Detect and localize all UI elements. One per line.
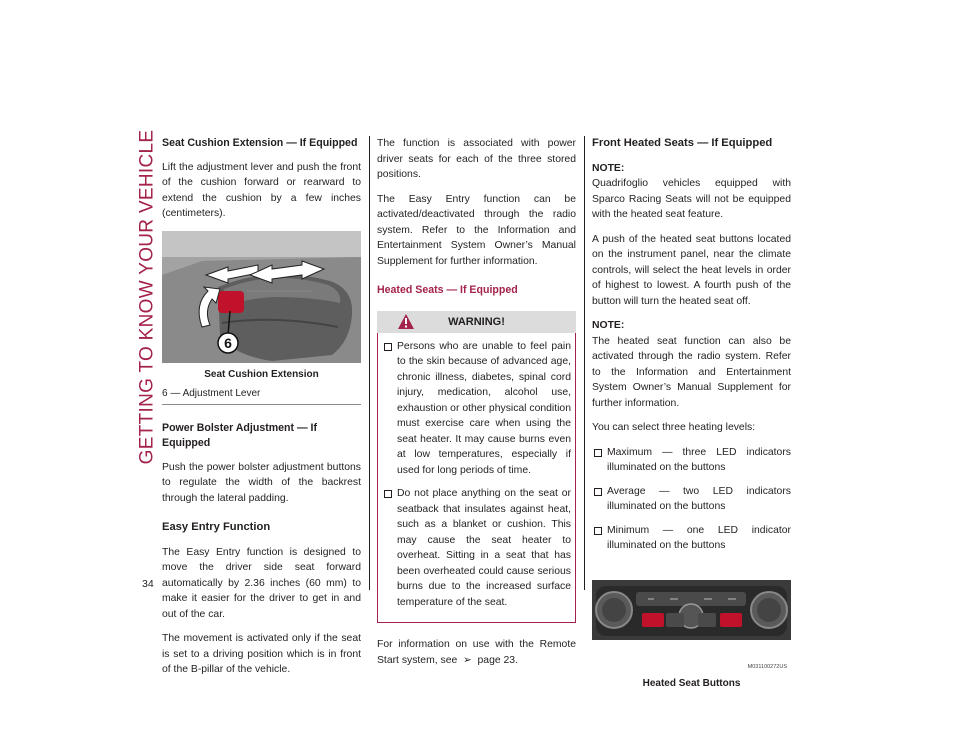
warning-box <box>377 311 576 624</box>
column-divider <box>584 136 585 590</box>
heat-level-text: Maximum — three LED indicators illuminated on the buttons <box>607 446 791 473</box>
checkbox-bullet-icon <box>594 449 602 457</box>
heading-heated-seats: Heated Seats — If Equipped <box>377 284 518 296</box>
note-text: Quadrifoglio vehicles equipped with Sparco Racing Seats will not be equipped with the heated seat feature. <box>592 178 791 220</box>
paragraph: The movement is activated only if the seat is set to a driving position which is in front of the B-pillar of the vehicle. <box>162 633 361 675</box>
checkbox-bullet-icon <box>384 343 392 351</box>
column-2 <box>377 136 576 677</box>
heated-seat-buttons-figure <box>592 580 791 674</box>
climate-panel-illustration <box>592 580 791 674</box>
chapter-side-tab <box>136 129 158 465</box>
paragraph: The Easy Entry function is designed to move the driver side seat forward automatically by 2.36 inches (60 mm) to make it easier for the driver to get in and out of the car. <box>162 546 361 620</box>
callout-number: 6 <box>224 334 232 351</box>
note-text: The heated seat function can also be activated through the radio system. Refer to the Information and Entertainment System Owner’s Manual Supplement for further information. <box>592 335 791 409</box>
list-item <box>592 484 791 515</box>
page-number: 34 <box>142 578 154 590</box>
list-item <box>592 445 791 476</box>
note-label: NOTE: <box>592 162 625 174</box>
list-item <box>592 523 791 554</box>
arrow-right-icon: ➢ <box>460 654 475 666</box>
warning-title: WARNING! <box>448 315 505 328</box>
heading-seat-cushion-extension: Seat Cushion Extension — If Equipped <box>162 137 358 149</box>
page-reference-link[interactable]: page 23. <box>477 654 518 666</box>
chapter-title: GETTING TO KNOW YOUR VEHICLE <box>136 129 157 465</box>
column-divider <box>369 136 370 590</box>
note-label: NOTE: <box>592 320 625 331</box>
paragraph: You can select three heating levels: <box>592 422 756 433</box>
list-item <box>382 486 571 610</box>
paragraph: The Easy Entry function can be activated/deactivated through the radio system. Refer to the Information and Entertainment System Owner’s Manual Supplement for further information. <box>377 193 576 267</box>
checkbox-bullet-icon <box>384 490 392 498</box>
warning-header <box>377 311 576 333</box>
paragraph: The function is associated with power driver seats for each of the three stored positions. <box>377 138 576 180</box>
heat-level-text: Average — two LED indicators illuminated on the buttons <box>607 485 791 512</box>
paragraph: Lift the adjustment lever and push the front of the cushion forward or rearward to extend the cushion by a few inches (centimeters). <box>162 161 361 219</box>
heading-easy-entry: Easy Entry Function <box>162 521 271 533</box>
remote-start-text: For information on use with the Remote Start system, see <box>377 639 576 666</box>
figure-legend: 6 — Adjustment Lever <box>162 386 361 405</box>
column-1 <box>162 136 361 687</box>
heading-power-bolster: Power Bolster Adjustment — If Equipped <box>162 421 318 449</box>
paragraph: Push the power bolster adjustment buttons to regulate the width of the backrest through the lateral padding. <box>162 461 361 504</box>
list-item <box>382 339 571 479</box>
figure-caption: Heated Seat Buttons <box>642 677 741 689</box>
heat-level-text: Minimum — one LED indicator illuminated on the buttons <box>607 524 791 551</box>
warning-body <box>377 333 576 624</box>
figure-caption: Seat Cushion Extension <box>204 368 319 380</box>
warning-text: Persons who are unable to feel pain to the skin because of advanced age, chronic illness, diabetes, spinal cord injury, medication, alcohol use, exhaustion or other physical condition must exercise care when using the seat heater. It may cause burns even at low temperatures, especially if used for long periods of time. <box>397 340 571 476</box>
paragraph-remote-start <box>377 637 576 668</box>
seat-cushion-illustration <box>162 231 361 363</box>
paragraph: A push of the heated seat buttons located on the instrument panel, near the climate controls, will select the heat levels in order of highest to lowest. A fourth push of the button will turn the heated seat off. <box>592 233 791 307</box>
warning-text: Do not place anything on the seat or seatback that insulates against heat, such as a blanket or cushion. This may cause the seat heater to overheat. Sitting in a seat that has been overheated could cause serious burns due to the increased surface temperature of the seat. <box>397 488 571 608</box>
seat-cushion-figure <box>162 231 361 363</box>
heading-front-heated-seats: Front Heated Seats — If Equipped <box>592 137 773 149</box>
checkbox-bullet-icon <box>594 527 602 535</box>
checkbox-bullet-icon <box>594 488 602 496</box>
column-3 <box>592 136 791 695</box>
figure-code: M031100272US <box>747 663 787 670</box>
warning-triangle-icon <box>397 313 415 330</box>
